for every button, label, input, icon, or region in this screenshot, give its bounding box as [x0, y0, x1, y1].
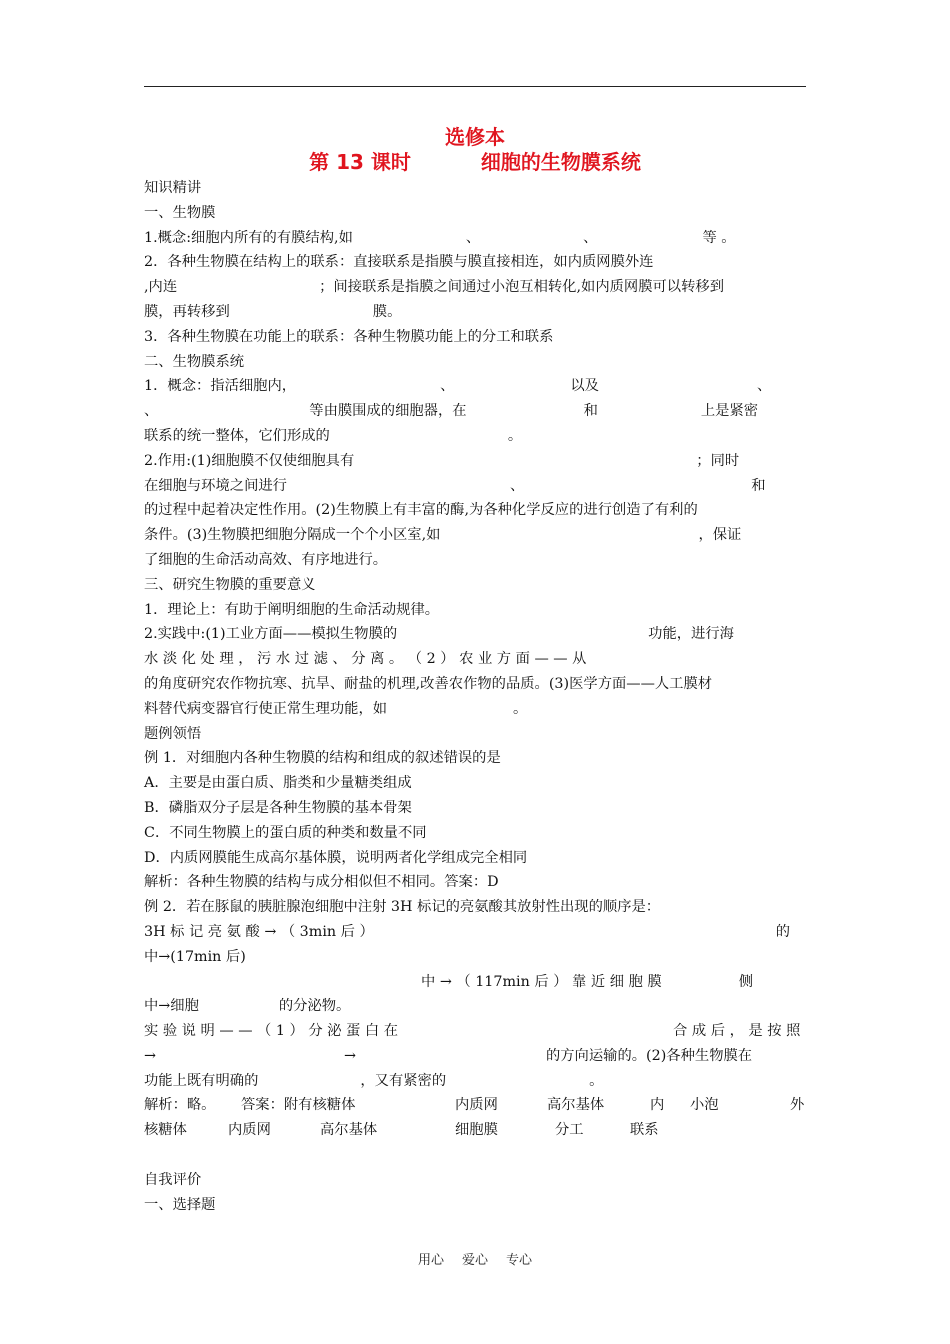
answer-line: 核糖体 内质网 高尔基体 细胞膜 分工 联系	[144, 1122, 659, 1139]
text-line: 料替代病变器官行使正常生理功能，如 。	[144, 700, 528, 717]
text-line: 2.作用:(1)细胞膜不仅使细胞具有 ；同时	[144, 452, 740, 469]
text-line: 2．各种生物膜在结构上的联系：直接联系是指膜与膜直接相连，如内质网膜外连	[144, 254, 654, 271]
section-heading: 题例领悟	[144, 725, 202, 742]
text-line: 了细胞的生命活动高效、有序地进行。	[144, 551, 388, 568]
option-a: A．主要是由蛋白质、脂类和少量糖类组成	[144, 775, 412, 792]
text-line: 膜，再转移到 膜。	[144, 303, 402, 320]
footer-word: 爱心	[461, 1253, 488, 1268]
option-b: B．磷脂双分子层是各种生物膜的基本骨架	[144, 799, 412, 816]
text-line: 1．概念：指活细胞内， 、 以及 、	[144, 378, 772, 395]
text-line: 水 淡 化 处 理 ， 污 水 过 滤 、 分 离 。 （ 2 ） 农 业 方 面 — — 从	[144, 651, 587, 668]
text-line: → → 的方向运输的。(2)各种生物膜在	[144, 1047, 753, 1064]
text-line: 3H 标 记 亮 氨 酸 → （ 3min 后 ） 的	[144, 923, 791, 940]
text-line: ,内连 ；间接联系是指膜之间通过小泡互相转化,如内质网膜可以转移到	[144, 279, 724, 296]
text-line: 条件。(3)生物膜把细胞分隔成一个个小区室,如 ，保证	[144, 527, 742, 544]
text-line: 功能上既有明确的 ，又有紧密的 。	[144, 1072, 604, 1089]
text-line: 、 等由膜围成的细胞器，在 和 上是紧密	[144, 403, 759, 420]
text-line: 3．各种生物膜在功能上的联系：各种生物膜功能上的分工和联系	[144, 328, 554, 345]
text-line: 1．理论上：有助于阐明细胞的生命活动规律。	[144, 601, 440, 618]
section-heading: 二、生物膜系统	[144, 353, 245, 370]
question-stem: 例 2．若在豚鼠的胰脏腺泡细胞中注射 3H 标记的亮氨酸其放射性出现的顺序是：	[144, 899, 661, 916]
text-line: 的过程中起着决定性作用。(2)生物膜上有丰富的酶,为各种化学反应的进行创造了有利的	[144, 502, 698, 519]
answer-line: 解析：各种生物膜的结构与成分相似但不相同。答案：D	[144, 874, 499, 891]
section-heading: 自我评价	[144, 1171, 202, 1188]
footer-word: 用心	[417, 1253, 444, 1268]
footer-word: 专心	[506, 1253, 533, 1268]
option-d: D．内质网膜能生成高尔基体膜，说明两者化学组成完全相同	[144, 849, 528, 866]
text-line: 在细胞与环境之间进行 、 和	[144, 477, 766, 494]
section-heading: 三、研究生物膜的重要意义	[144, 576, 316, 593]
answer-line: 解析：略。 答案：附有核糖体 内质网 高尔基体 内 小泡 外	[144, 1097, 805, 1114]
text-line: 2.实践中:(1)工业方面——模拟生物膜的 功能，进行海	[144, 626, 734, 643]
document-body	[144, 176, 806, 1217]
question-stem: 例 1．对细胞内各种生物膜的结构和组成的叙述错误的是	[144, 750, 501, 767]
header-rule	[144, 86, 806, 87]
text-line: 中 → （ 117min 后 ） 靠 近 细 胞 膜 侧	[421, 973, 754, 990]
book-title: 选修本	[445, 125, 505, 149]
text-line: 的角度研究农作物抗寒、抗旱、耐盐的机理,改善农作物的品质。(3)医学方面——人工膜材	[144, 675, 713, 692]
lesson-topic: 细胞的生物膜系统	[480, 150, 641, 174]
text-line: 中→(17min 后)	[144, 948, 246, 965]
text-line: 中→细胞 的分泌物。	[144, 998, 351, 1015]
section-heading: 一、生物膜	[144, 204, 216, 221]
page-footer	[144, 1249, 806, 1268]
section-heading: 一、选择题	[144, 1196, 216, 1213]
text-line: 联系的统一整体，它们形成的 。	[144, 427, 523, 444]
option-c: C．不同生物膜上的蛋白质的种类和数量不同	[144, 824, 427, 841]
section-heading: 知识精讲	[144, 180, 202, 196]
lesson-number: 第 13 课时	[309, 150, 411, 174]
text-line: 实 验 说 明 — — （ 1 ） 分 泌 蛋 白 在 合 成 后 ， 是 按 照	[144, 1023, 801, 1040]
lesson-title	[144, 149, 806, 175]
text-line: 1.概念:细胞内所有的有膜结构,如 、 、 等 。	[144, 229, 736, 246]
